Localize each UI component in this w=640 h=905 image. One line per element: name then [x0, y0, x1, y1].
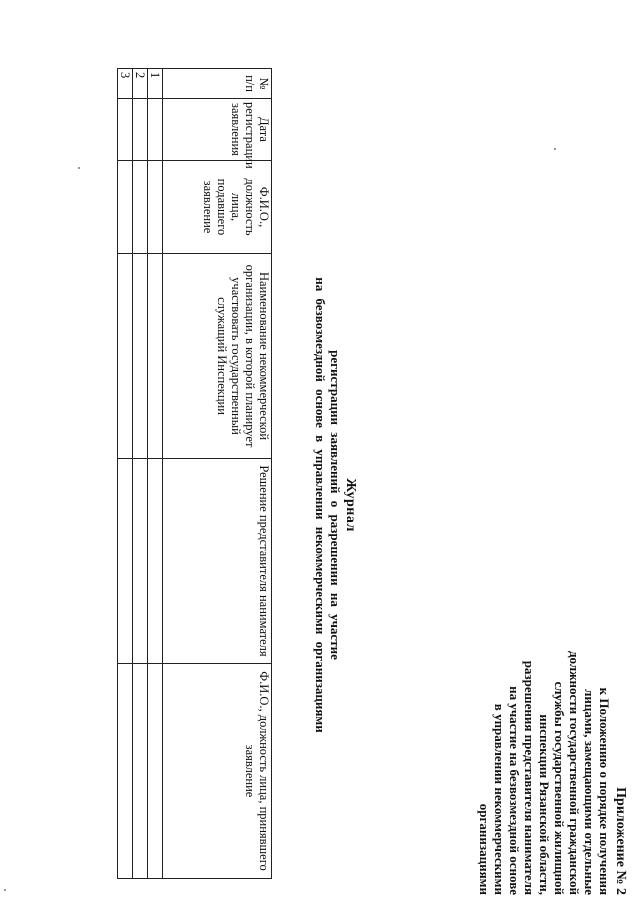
table-header-row	[163, 69, 272, 879]
column-header-decision: Решение представителя нанимателя	[163, 459, 272, 664]
table-cell	[118, 664, 133, 879]
appendix-line: инспекции Рязанской области,	[537, 714, 552, 895]
table-cell-number: 2	[133, 69, 148, 99]
column-header-receiver: Ф.И.О., должность лица, принявшего заявление	[163, 664, 272, 879]
column-header-applicant: Ф.И.О., должность лица, подавшего заявление	[163, 161, 272, 254]
table-cell	[148, 99, 163, 161]
appendix-line: организациями	[477, 803, 492, 895]
table-cell	[133, 161, 148, 254]
table-cell-number: 3	[118, 69, 133, 99]
table-cell	[148, 664, 163, 879]
table-cell	[148, 161, 163, 254]
appendix-line: в управлении некоммерческими	[492, 703, 507, 895]
table-row	[133, 69, 148, 879]
table-cell	[133, 459, 148, 664]
journal-subtitle-line2: на безвозмездной основе в управлении некоммерческими организациями	[313, 277, 328, 733]
column-header-number: № п/п	[163, 69, 272, 99]
journal-subtitle-line1: регистрации заявлений о разрешении на участие	[328, 350, 343, 660]
appendix-line: разрешения представителя нанимателя	[522, 660, 537, 895]
table-row	[148, 69, 163, 879]
column-header-organization: Наименование некоммерческой организации, в которой планирует участвовать государственный служащий Инспекции	[163, 254, 272, 459]
table-cell	[148, 459, 163, 664]
appendix-line: на участие на безвозмездной основе	[507, 686, 522, 895]
table-cell	[118, 99, 133, 161]
scan-speck	[78, 167, 80, 169]
table-cell	[118, 459, 133, 664]
appendix-line: лицами, замещающими отдельные	[582, 689, 597, 895]
table-cell	[118, 254, 133, 459]
scan-speck	[554, 148, 556, 150]
appendix-line: должности государственной гражданской	[567, 650, 582, 895]
table-cell	[118, 161, 133, 254]
table-cell	[133, 99, 148, 161]
appendix-title: Приложение № 2	[613, 787, 628, 895]
journal-header	[313, 270, 358, 740]
journal-title: Журнал	[343, 478, 358, 532]
table-cell	[133, 254, 148, 459]
journal-table	[117, 68, 272, 879]
table-cell-number: 1	[148, 69, 163, 99]
appendix-line: к Положению о порядке получения	[597, 687, 612, 895]
scan-speck	[4, 889, 6, 891]
table-row	[118, 69, 133, 879]
table-cell	[148, 254, 163, 459]
table-cell	[133, 664, 148, 879]
appendix-block	[477, 640, 628, 895]
appendix-line: службы государственной жилищной	[552, 681, 567, 895]
column-header-date: Дата регистрации заявления	[163, 99, 272, 161]
